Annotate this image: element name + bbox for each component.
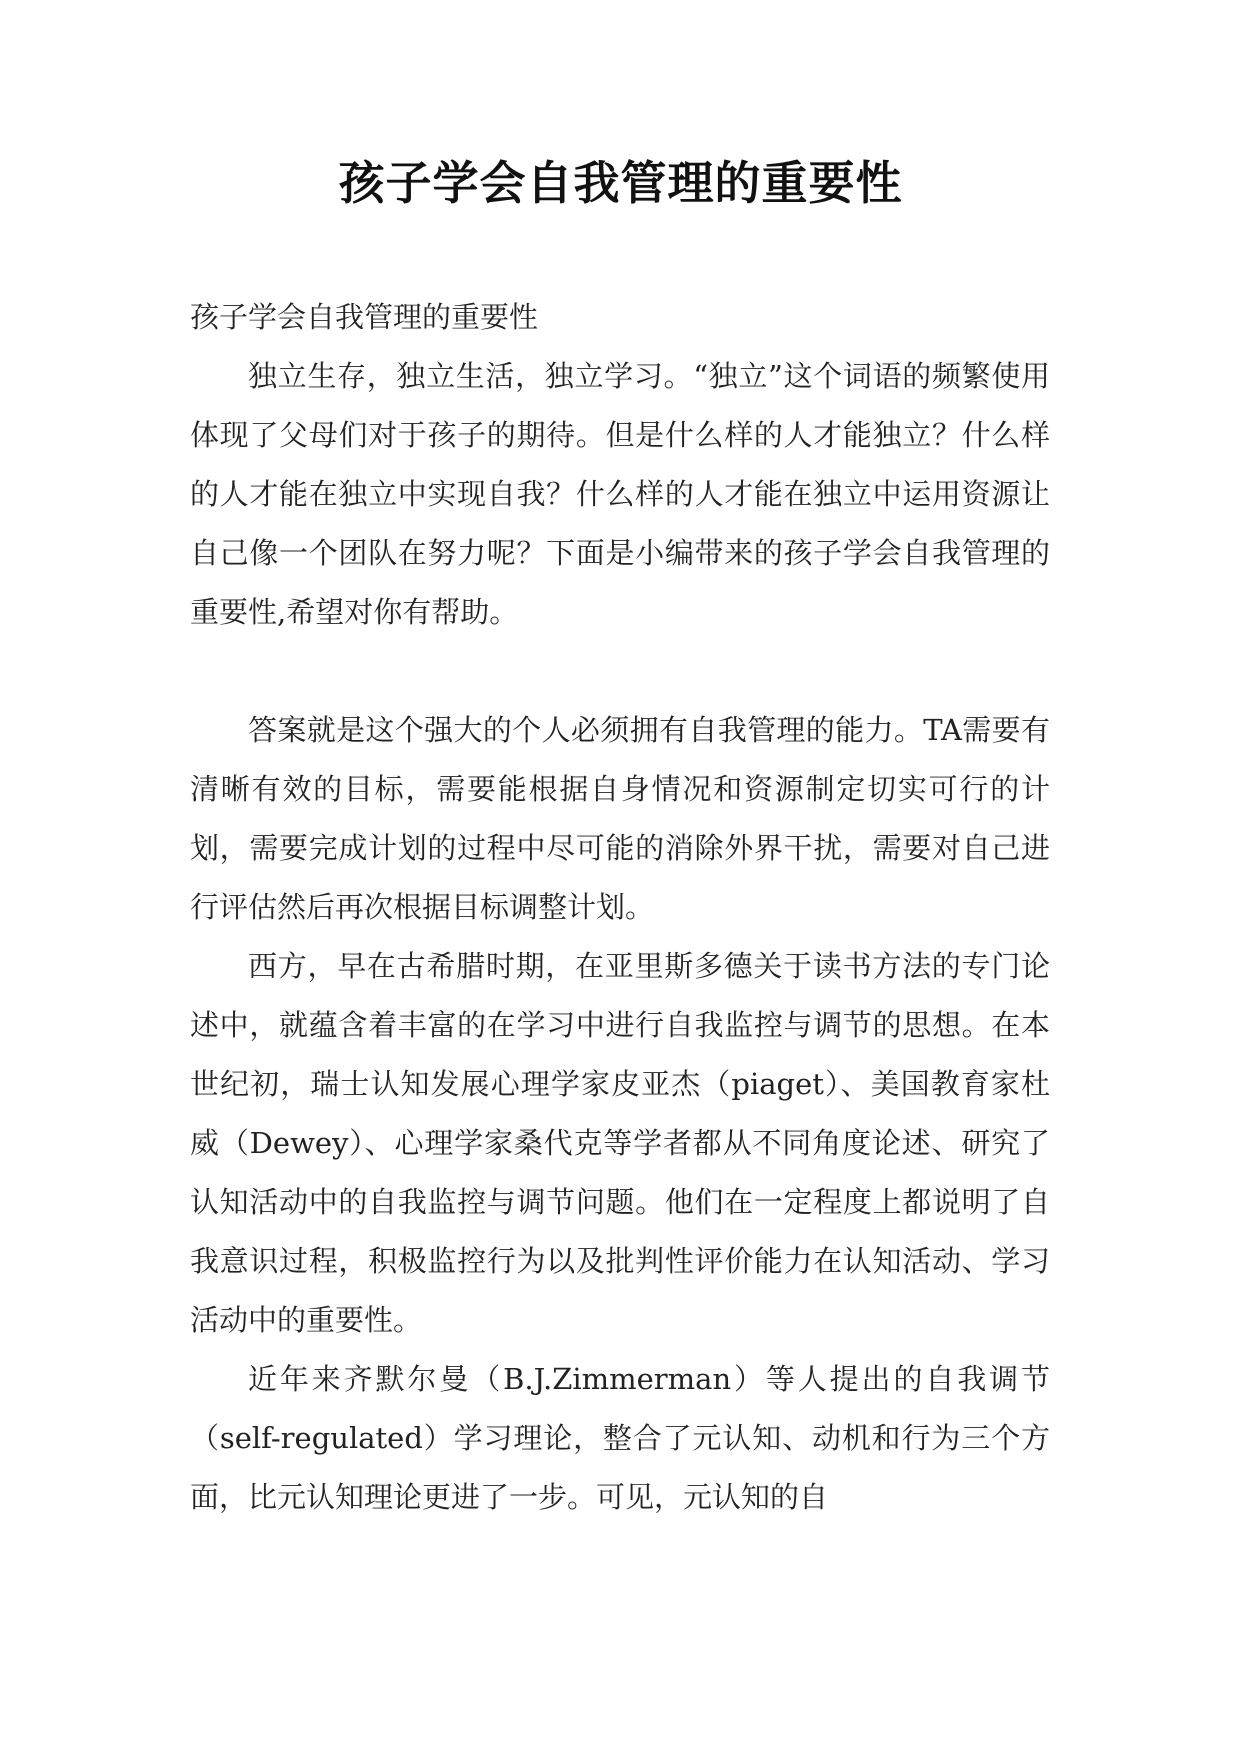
paragraph-history: 西方，早在古希腊时期，在亚里斯多德关于读书方法的专门论述中，就蕴含着丰富的在学习中进行自我监控与调节的思想。在本世纪初，瑞士认知发展心理学家皮亚杰（piaget）、美国教育家杜威（Dewey）、心理学家桑代克等学者都从不同角度论述、研究了认知活动中的自我监控与调节问题。他们在一定程度上都说明了自我意识过程，积极监控行为以及批判性评价能力在认知活动、学习活动中的重要性。: [190, 949, 1050, 1337]
paragraph-recent-theory: 近年来齐默尔曼（B.J.Zimmerman）等人提出的自我调节（self-regulated）学习理论，整合了元认知、动机和行为三个方面，比元认知理论更进了一步。可见，元认知的自: [190, 1362, 1050, 1514]
document-title: 孩子学会自我管理的重要性: [338, 156, 903, 210]
document-subheading: 孩子学会自我管理的重要性: [190, 300, 539, 334]
paragraph-intro: 独立生存，独立生活，独立学习。“独立”这个词语的频繁使用体现了父母们对于孩子的期待。但是什么样的人才能独立？什么样的人才能在独立中实现自我？什么样的人才能在独立中运用资源让自己像一个团队在努力呢？下面是小编带来的孩子学会自我管理的重要性,希望对你有帮助。: [190, 359, 1050, 629]
paragraph-answer: 答案就是这个强大的个人必须拥有自我管理的能力。TA需要有清晰有效的目标，需要能根据自身情况和资源制定切实可行的计划，需要完成计划的过程中尽可能的消除外界干扰，需要对自己进行评估然后再次根据目标调整计划。: [190, 713, 1050, 924]
document-body: [190, 288, 1050, 1527]
